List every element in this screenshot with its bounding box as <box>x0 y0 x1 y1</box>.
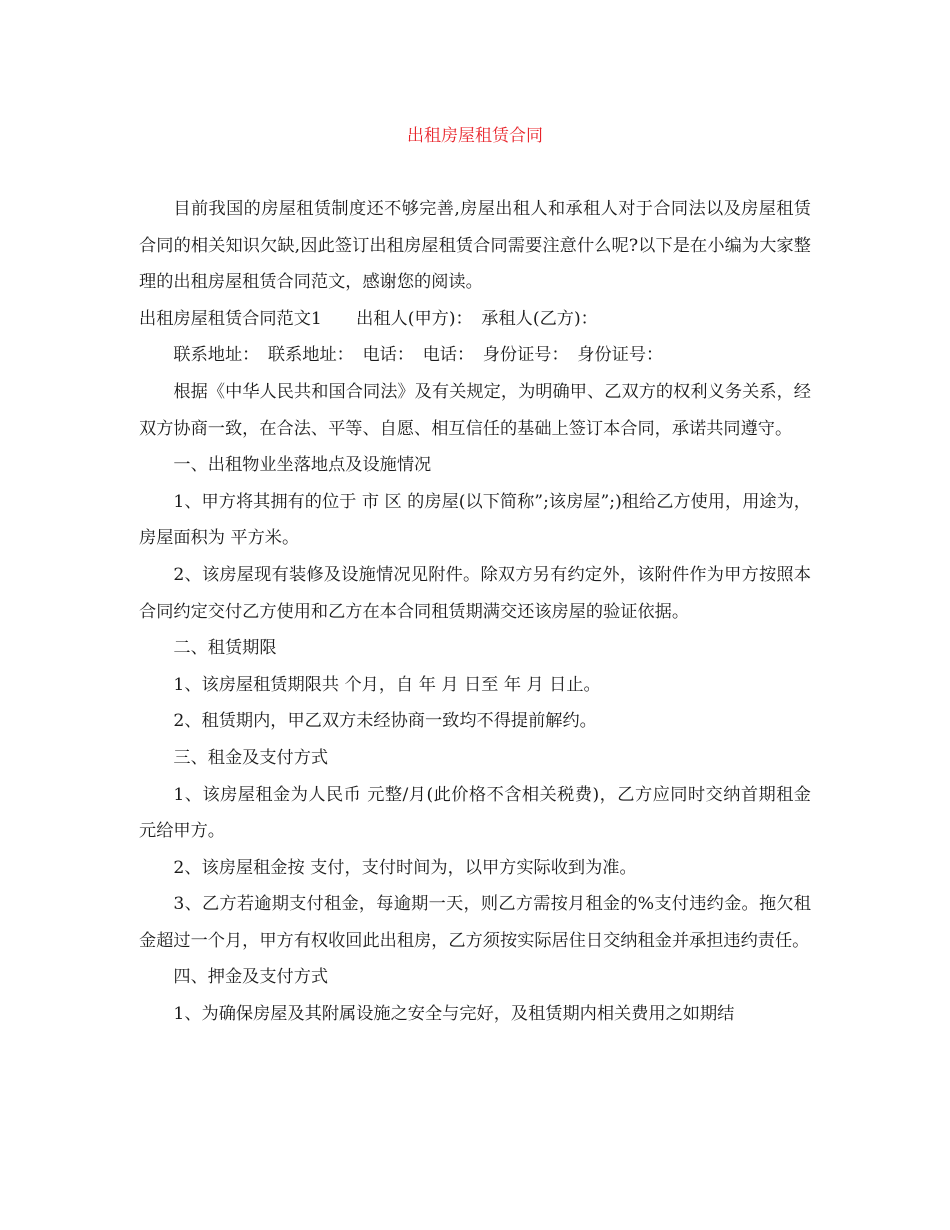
clause-paragraph: 1、为确保房屋及其附属设施之安全与完好，及租赁期内相关费用之如期结 <box>173 1004 735 1025</box>
section-heading: 一、出租物业坐落地点及设施情况 <box>173 455 432 476</box>
section-heading: 三、租金及支付方式 <box>173 747 329 768</box>
sample-heading-parties: 出租房屋租赁合同范文1 出租人(甲方)： 承租人(乙方)： <box>139 308 598 329</box>
section-heading: 二、租赁期限 <box>173 638 277 659</box>
intro-paragraph: 目前我国的房屋租赁制度还不够完善,房屋出租人和承租人对于合同法以及房屋租赁合同的相关知识欠缺,因此签订出租房屋租赁合同需要注意什么呢?以下是在小编为大家整理的出租房屋租赁合同范文，感谢您的阅读。 <box>139 199 811 293</box>
clause-paragraph: 1、该房屋租赁期限共 个月，自 年 月 日至 年 月 日止。 <box>173 674 601 695</box>
document-title: 出租房屋租赁合同 <box>407 126 543 146</box>
clause-paragraph: 1、该房屋租金为人民币 元整/月(此价格不含相关税费)，乙方应同时交纳首期租金 元给甲方。 <box>139 784 811 842</box>
clause-paragraph: 2、该房屋现有装修及设施情况见附件。除双方另有约定外，该附件作为甲方按照本合同约定交付乙方使用和乙方在本合同租赁期满交还该房屋的验证依据。 <box>139 564 811 622</box>
contact-fields: 联系地址： 联系地址： 电话： 电话： 身份证号： 身份证号： <box>173 345 664 366</box>
section-heading: 四、押金及支付方式 <box>173 967 329 988</box>
document-body <box>139 191 811 1033</box>
clause-paragraph: 2、租赁期内，甲乙双方未经协商一致均不得提前解约。 <box>173 711 597 732</box>
preamble-paragraph: 根据《中华人民共和国合同法》及有关规定，为明确甲、乙双方的权利义务关系，经双方协商一致，在合法、平等、自愿、相互信任的基础上签订本合同，承诺共同遵守。 <box>139 381 811 439</box>
clause-paragraph: 2、该房屋租金按 支付，支付时间为，以甲方实际收到为准。 <box>173 857 637 878</box>
clause-paragraph: 3、乙方若逾期支付租金，每逾期一天，则乙方需按月租金的%支付违约金。拖欠租金超过一个月，甲方有权收回此出租房，乙方须按实际居住日交纳租金并承担违约责任。 <box>139 894 811 951</box>
clause-paragraph: 1、甲方将其拥有的位于 市 区 的房屋(以下简称”;该房屋”;)租给乙方使用，用途为，房屋面积为 平方米。 <box>139 491 811 549</box>
